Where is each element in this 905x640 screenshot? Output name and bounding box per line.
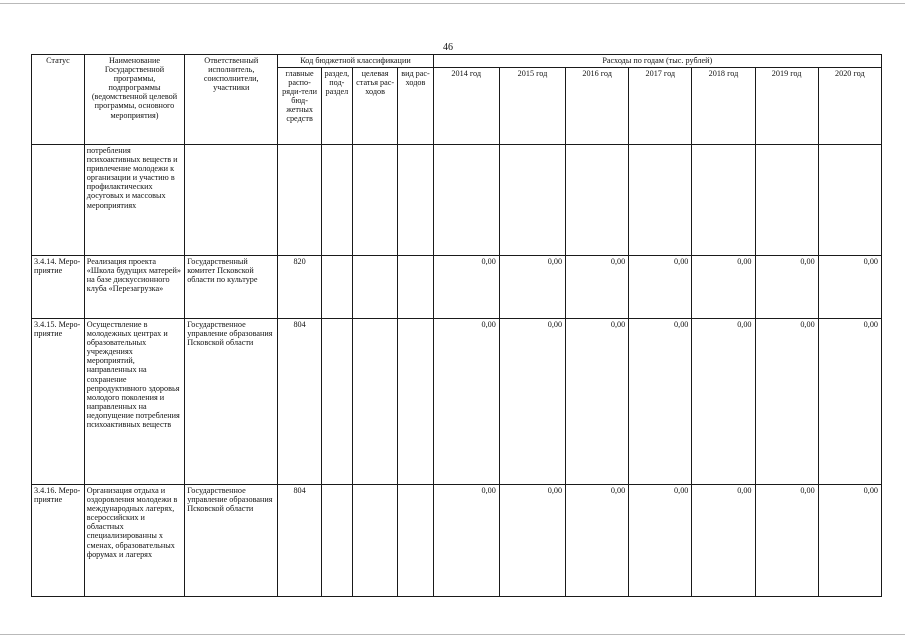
cell-executor [185,145,278,256]
header-year: 2016 год [566,68,629,145]
cell-section [321,256,352,319]
header-code-grbs: главные распо-ряди-тели бюд-жетных средств [278,68,321,145]
header-expenses: Расходы по годам (тыс. рублей) [433,55,881,68]
cell-value-2019: 0,00 [755,319,818,485]
cell-value-2018: 0,00 [692,319,755,485]
header-year: 2018 год [692,68,755,145]
cell-value [692,145,755,256]
cell-name: потребления психоактивных веществ и привлечение молодежи к организации и участию в профилактических досуговых и массовых мероприятиях [84,145,184,256]
table-row-continuation [32,145,882,256]
cell-grbs: 820 [278,256,321,319]
cell-type [398,256,433,319]
header-year: 2015 год [499,68,565,145]
cell-value [818,145,881,256]
cell-value [629,145,692,256]
header-year: 2019 год [755,68,818,145]
cell-section [321,485,352,597]
cell-value [755,145,818,256]
cell-value-2016: 0,00 [566,319,629,485]
cell-value-2014: 0,00 [433,319,499,485]
cell-section [321,319,352,485]
cell-type [398,485,433,597]
header-name: Наименование Государственной программы, подпрограммы (ведомственной целевой программы, основного мероприятия) [84,55,184,145]
cell-value-2018: 0,00 [692,256,755,319]
cell-value-2017: 0,00 [629,319,692,485]
cell-value-2017: 0,00 [629,485,692,597]
table-row [32,319,882,485]
cell-target [352,145,398,256]
cell-type [398,145,433,256]
cell-value-2018: 0,00 [692,485,755,597]
header-executor: Ответственный исполнитель, соисполнители, участники [185,55,278,145]
cell-section [321,145,352,256]
cell-value-2015: 0,00 [499,485,565,597]
header-year: 2020 год [818,68,881,145]
page-number: 46 [443,42,453,53]
cell-value-2016: 0,00 [566,256,629,319]
cell-name: Организация отдыха и оздоровления молодежи в международных лагерях, всероссийских и областных специализированны х сменах, образовательных форумах и лагерях [84,485,184,597]
cell-value-2019: 0,00 [755,256,818,319]
cell-grbs: 804 [278,485,321,597]
cell-value-2015: 0,00 [499,319,565,485]
cell-value-2017: 0,00 [629,256,692,319]
header-status: Статус [32,55,85,145]
cell-value-2019: 0,00 [755,485,818,597]
budget-table [31,54,882,597]
cell-value-2020: 0,00 [818,319,881,485]
cell-status: 3.4.16. Меро-приятие [32,485,85,597]
scan-edge-top [0,3,905,4]
cell-value-2015: 0,00 [499,256,565,319]
cell-value-2020: 0,00 [818,256,881,319]
cell-target [352,256,398,319]
cell-status: 3.4.14. Меро-приятие [32,256,85,319]
header-code-type: вид рас-ходов [398,68,433,145]
header-budget-code: Код бюджетной классификации [278,55,433,68]
cell-target [352,319,398,485]
scan-edge-bottom [0,634,905,635]
cell-status [32,145,85,256]
cell-executor: Государственное управление образования Псковской области [185,485,278,597]
cell-value [566,145,629,256]
table-row [32,256,882,319]
header-year: 2017 год [629,68,692,145]
cell-value [433,145,499,256]
cell-grbs [278,145,321,256]
header-year: 2014 год [433,68,499,145]
cell-value-2014: 0,00 [433,256,499,319]
cell-value-2014: 0,00 [433,485,499,597]
cell-target [352,485,398,597]
cell-value-2020: 0,00 [818,485,881,597]
table-row [32,485,882,597]
cell-name: Реализация проекта «Школа будущих матерей» на базе дискуссионного клуба «Перезагрузка» [84,256,184,319]
cell-name: Осуществление в молодежных центрах и образовательных учреждениях мероприятий, направленных на сохранение репродуктивного здоровья молодого поколения и направленных на недопущение потребления психоактивных веществ [84,319,184,485]
cell-grbs: 804 [278,319,321,485]
cell-executor: Государственное управление образования Псковской области [185,319,278,485]
header-code-target: целевая статья рас-ходов [352,68,398,145]
cell-value-2016: 0,00 [566,485,629,597]
cell-status: 3.4.15. Меро-приятие [32,319,85,485]
cell-executor: Государственный комитет Псковской области по культуре [185,256,278,319]
header-code-section: раздел, под-раздел [321,68,352,145]
cell-type [398,319,433,485]
cell-value [499,145,565,256]
